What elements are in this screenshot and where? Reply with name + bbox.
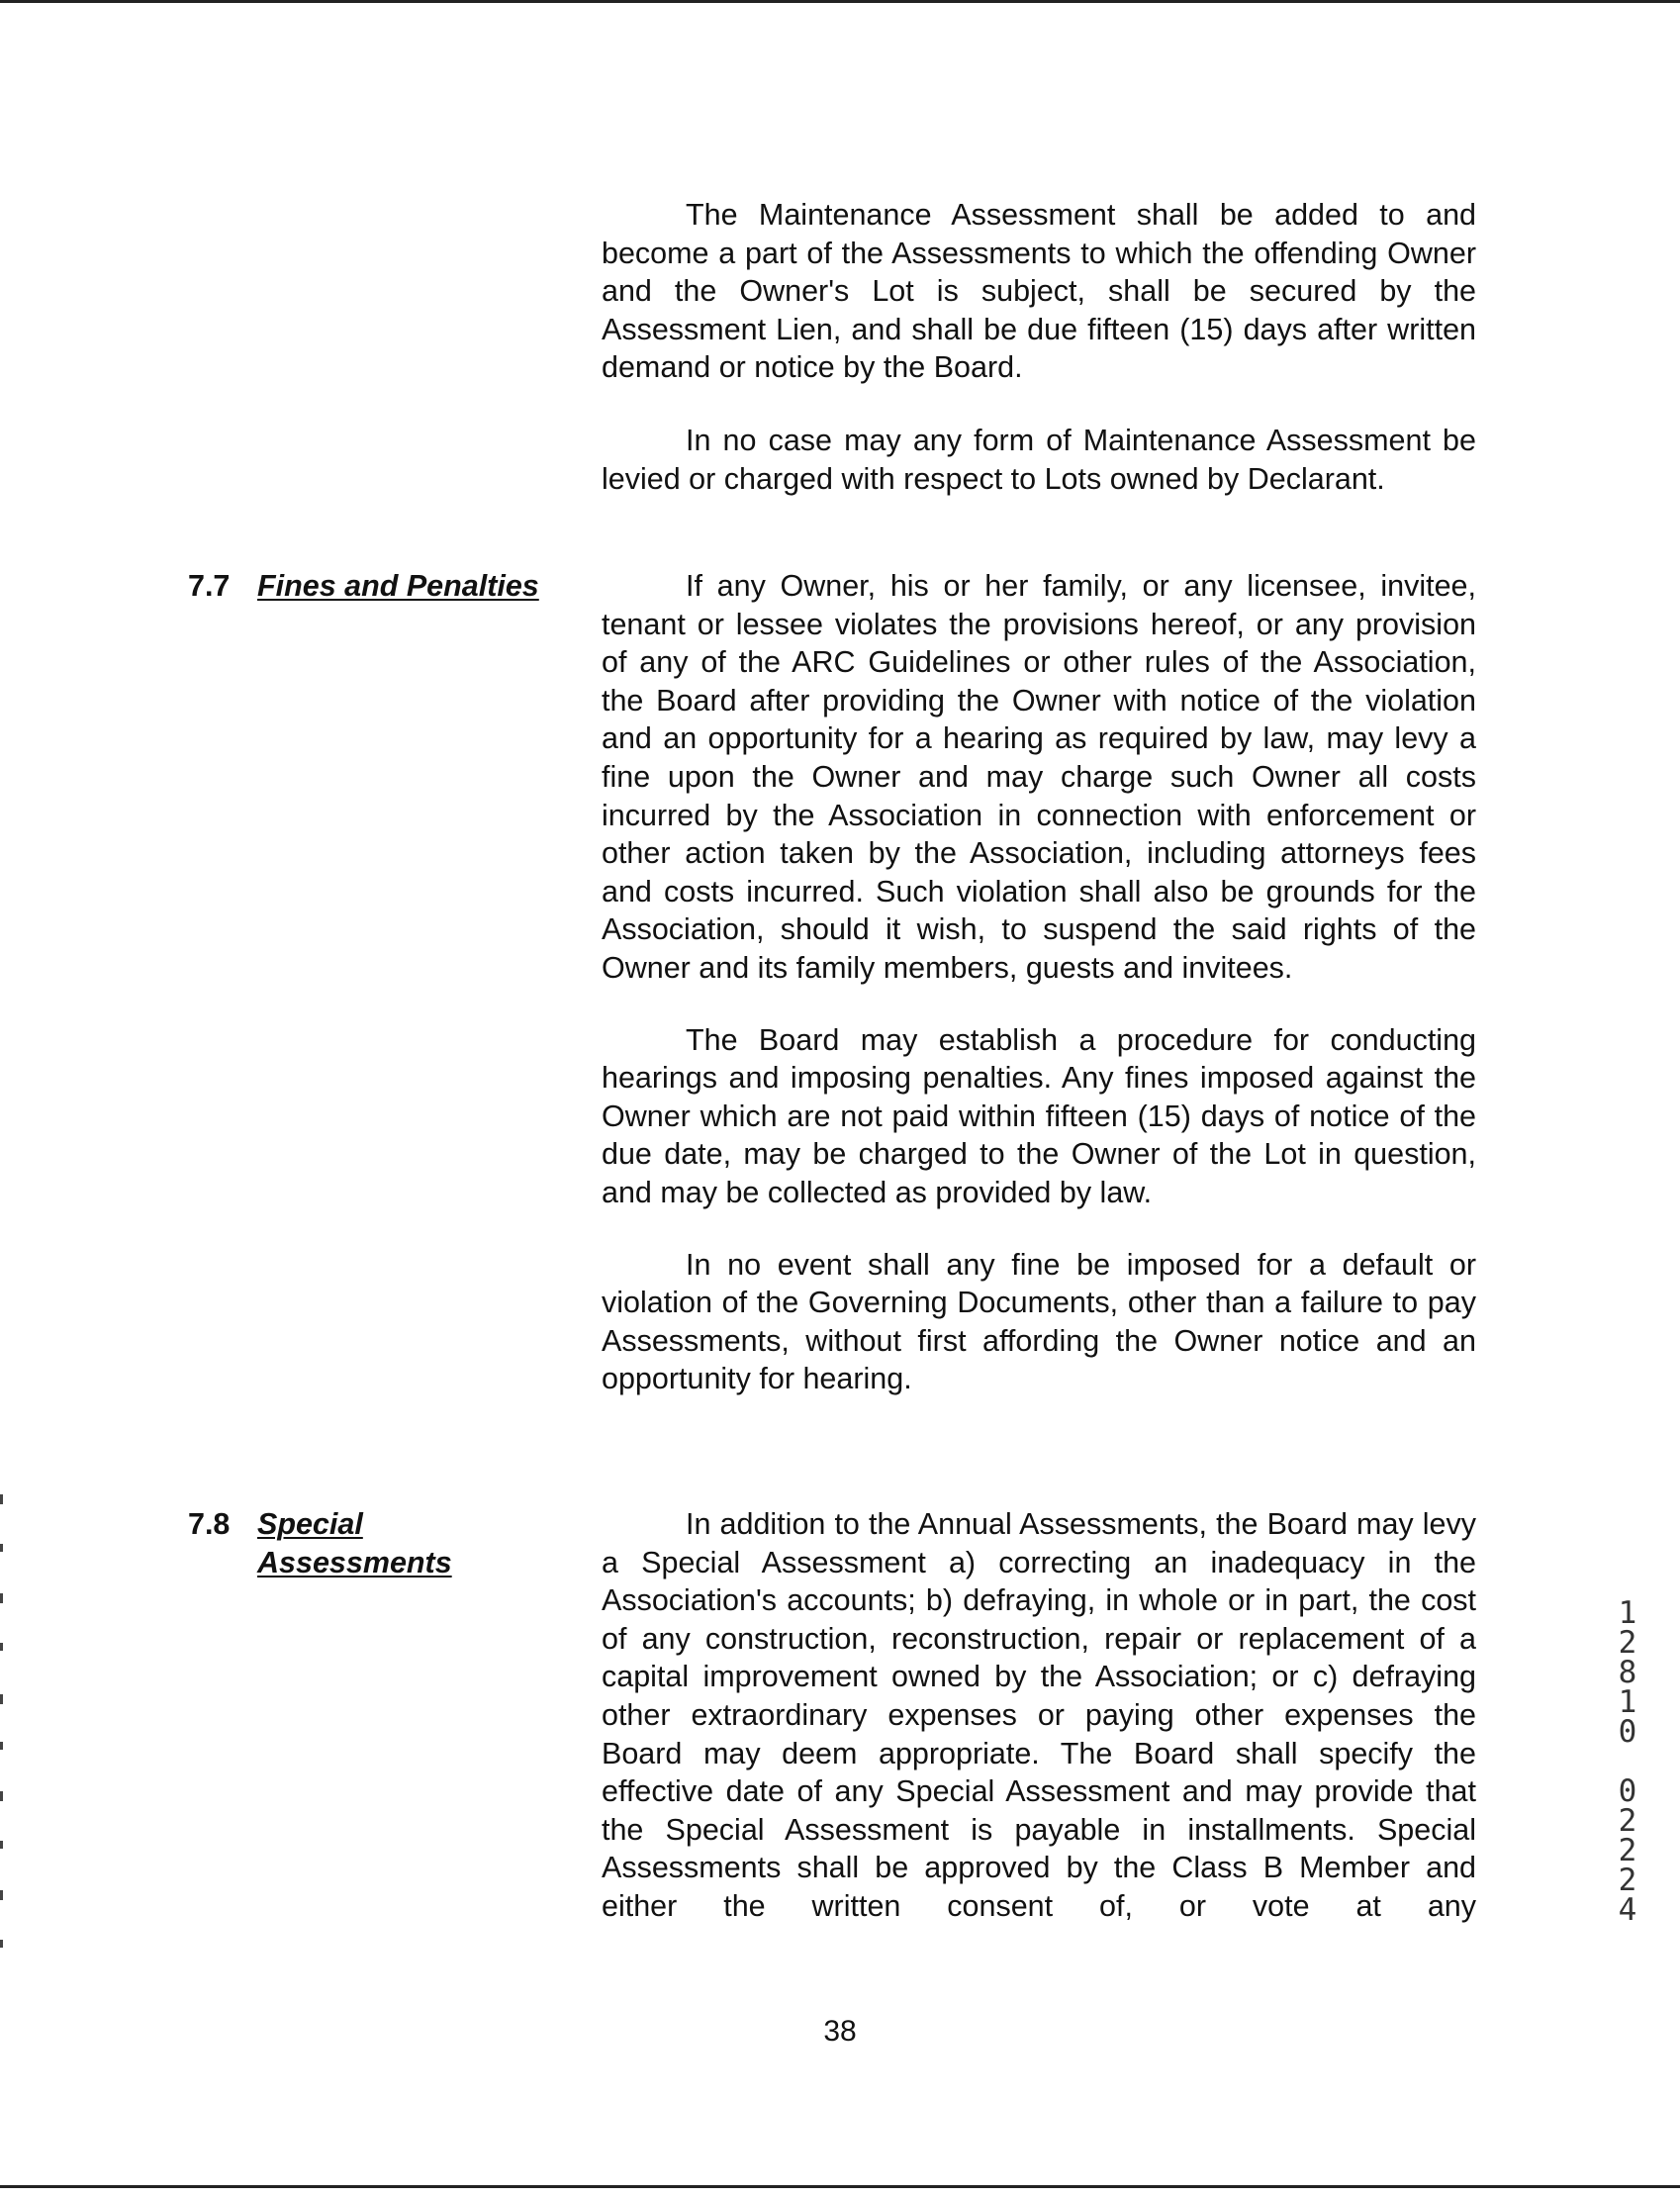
left-margin-mark: [0, 1544, 3, 1552]
left-margin-mark: [0, 1742, 3, 1750]
stamp-gap: [1611, 1747, 1644, 1776]
section-title-line-2: Assessments: [257, 1545, 452, 1579]
left-margin-mark: [0, 1643, 3, 1651]
section-title-line-1: Special: [257, 1507, 363, 1541]
paragraph-special-assessment: In addition to the Annual Assessments, the Board may levy a Special Assessment a) correcting an inadequacy in the Association's accounts; b) defraying, in whole or in part, the cost of any construction, reconstruction, repair or replacement of a capital improvement owned by the Association; or c) defraying other extraordinary expenses or paying other expenses the Board may deem appropriate. The Board shall specify the effective date of any Special Assessment and may provide that the Special Assessment is payable in installments. Special Assessments shall be approved by the Class B Member and either the written consent of, or vote at any: [602, 1507, 1476, 1923]
vertical-document-stamp: [1611, 1595, 1644, 1928]
bottom-border-line: [0, 2185, 1680, 2188]
section-title: [257, 1505, 452, 1581]
page-number: 38: [823, 2015, 857, 2048]
stamp-digit: 0: [1618, 1773, 1637, 1809]
stamp-digit: 2: [1618, 1863, 1637, 1898]
left-margin-mark: [0, 1494, 3, 1504]
stamp-digit: 2: [1618, 1833, 1637, 1868]
stamp-digit: 0: [1618, 1714, 1637, 1750]
left-margin-mark: [0, 1791, 3, 1801]
paragraph-no-maintenance-declarant: In no case may any form of Maintenance Assessment be levied or charged with respect to Lots owned by Declarant.: [602, 423, 1476, 496]
left-margin-mark: [0, 1694, 3, 1704]
stamp-digit: 2: [1618, 1625, 1637, 1661]
section-number: 7.8: [188, 1507, 231, 1541]
left-margin-mark: [0, 1841, 3, 1849]
section-heading-7-8: [188, 1505, 452, 1581]
paragraph-maintenance-assessment: The Maintenance Assessment shall be added to and become a part of the Assessments to which the offending Owner and the Owner's Lot is subject, shall be secured by the Assessment Lien, and shall be due fifteen (15) days after written demand or notice by the Board.: [602, 198, 1476, 385]
left-margin-mark: [0, 1593, 3, 1603]
section-number: 7.7: [188, 569, 231, 603]
stamp-digit: 1: [1618, 1595, 1637, 1631]
section-title: Fines and Penalties: [257, 569, 539, 603]
stamp-digit: 8: [1618, 1655, 1637, 1690]
paragraph-no-fine-without-hearing: In no event shall any fine be imposed for a default or violation of the Governing Documents, other than a failure to pay Assessments, without first affording the Owner notice and an opportunity for hearing.: [602, 1247, 1476, 1396]
stamp-digit: 1: [1618, 1684, 1637, 1720]
top-border-line: [0, 0, 1680, 3]
section-7-7-body: [602, 567, 1476, 1398]
left-margin-mark: [0, 1940, 3, 1948]
section-heading-7-7: [188, 567, 539, 606]
paragraph-fines-violation: If any Owner, his or her family, or any licensee, invitee, tenant or lessee violates the provisions hereof, or any provision of any of the ARC Guidelines or other rules of the Association, the Board after providing the Owner with notice of the violation and an opportunity for a hearing as required by law, may levy a fine upon the Owner and may charge such Owner all costs incurred by the Association in connection with enforcement or other action taken by the Association, including attorneys fees and costs incurred. Such violation shall also be grounds for the Association, should it wish, to suspend the said rights of the Owner and its family members, guests and invitees.: [602, 569, 1476, 985]
left-margin-mark: [0, 1890, 3, 1900]
paragraph-hearing-procedure: The Board may establish a procedure for conducting hearings and imposing penalties. Any fines imposed against the Owner which are not paid within fifteen (15) days of notice of the due date, may be charged to the Owner of the Lot in question, and may be collected as provided by law.: [602, 1022, 1476, 1209]
intro-text-block: [602, 196, 1476, 498]
stamp-digit: 2: [1618, 1803, 1637, 1839]
stamp-digit: 4: [1618, 1892, 1637, 1928]
section-7-8-body: [602, 1505, 1476, 1926]
